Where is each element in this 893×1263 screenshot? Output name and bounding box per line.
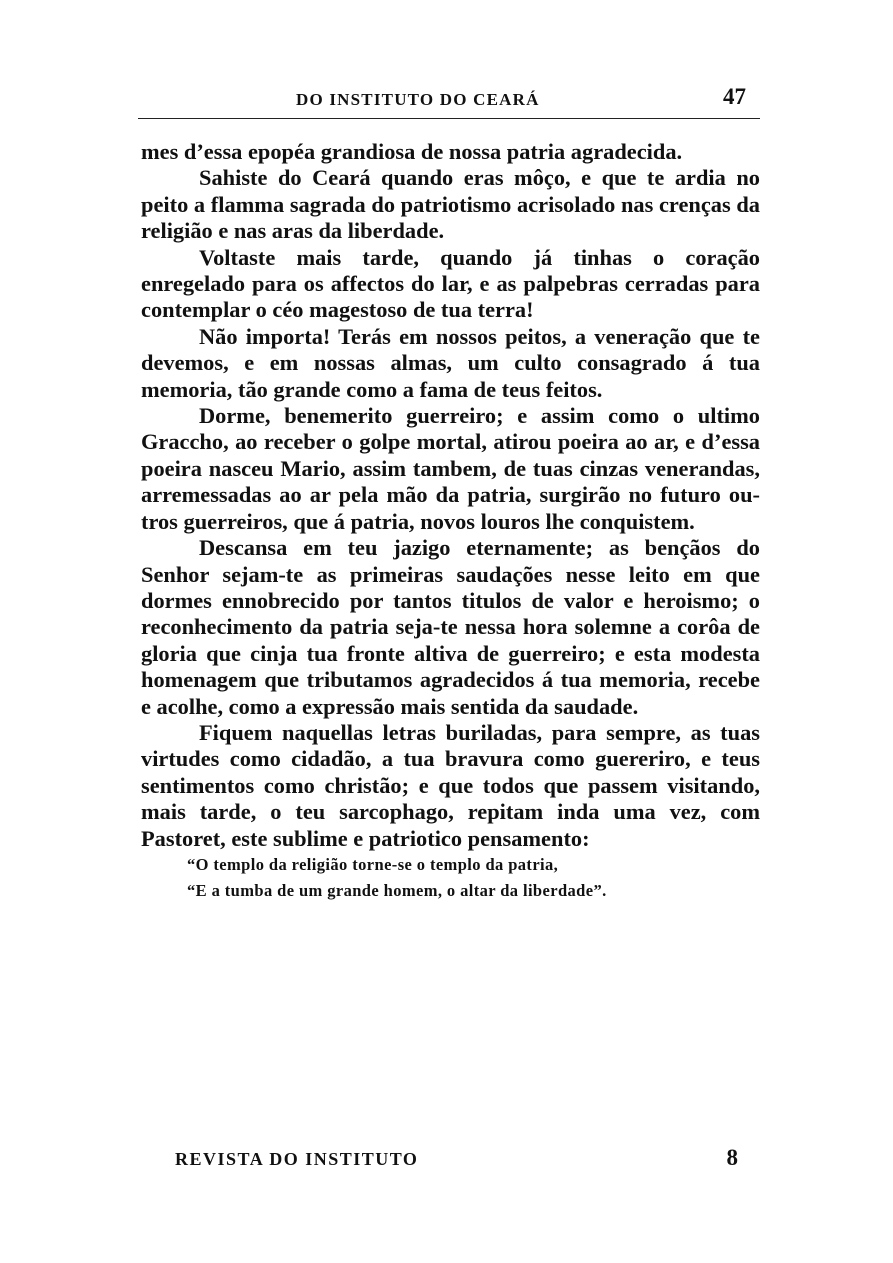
page-header <box>138 86 760 119</box>
paragraph: Voltaste mais tarde, quando já tinhas o coração enregelado para os affectos do lar, e as palpebras cerradas para contemplar o céo magestoso de tua terra! <box>141 244 760 323</box>
paragraph: Não importa! Terás em nossos peitos, a veneração que te devemos, e em nossas almas, um culto consagrado á tua memoria, tão grande como a fama de teus feitos. <box>141 323 760 402</box>
paragraph: mes d’essa epopéa grandiosa de nossa patria agradecida. <box>141 139 683 164</box>
page-number: 47 <box>723 84 746 109</box>
running-head: DO INSTITUTO DO CEARÁ <box>296 90 540 109</box>
quote-line: “O templo da religião torne-se o templo da patria, <box>187 854 559 874</box>
paragraph: Fiquem naquellas letras buriladas, para sempre, as tuas virtudes como cidadão, a tua bravura como guereriro, e teus sentimentos como christão; e que todos que passem visitando, mais tarde, o teu sarcophago, repitam inda uma vez, com Pastoret, este sublime e patriotico pensamento: <box>141 719 760 851</box>
page-footer <box>175 1146 740 1176</box>
signature-mark: REVISTA DO INSTITUTO <box>175 1149 419 1169</box>
quote-line: “E a tumba de um grande homem, o altar da liberdade”. <box>187 880 607 900</box>
paragraph: Dorme, benemerito guerreiro; e assim como o ultimo Graccho, ao receber o golpe mortal, atirou poeira ao ar, e d’essa poeira nasceu Mario, assim tambem, de tuas cinzas venerandas, arremessadas ao ar pela mão da patria, surgirão no futuro outros guerreiros, que á patria, novos louros lhe conquistem. <box>141 403 760 534</box>
signature-number: 8 <box>726 1145 738 1170</box>
paragraph: Descansa em teu jazigo eternamente; as bençãos do Senhor sejam-te as primeiras saudações nesse leito em que dormes ennobrecido por tantos titulos de valor e heroismo; o reconhecimento da patria seja-te nessa hora solemne a corôa de gloria que cinja tua fronte altiva de guerreiro; e esta modesta homenagem que tributamos agradecidos á tua memoria, recebe e acolhe, como a expressão mais sentida da saudade. <box>141 535 760 719</box>
body-text <box>141 139 760 904</box>
paragraph: Sahiste do Ceará quando eras môço, e que te ardia no peito a flamma sagrada do patriotismo acrisolado nas crenças da religião e nas aras da liberdade. <box>141 165 760 244</box>
